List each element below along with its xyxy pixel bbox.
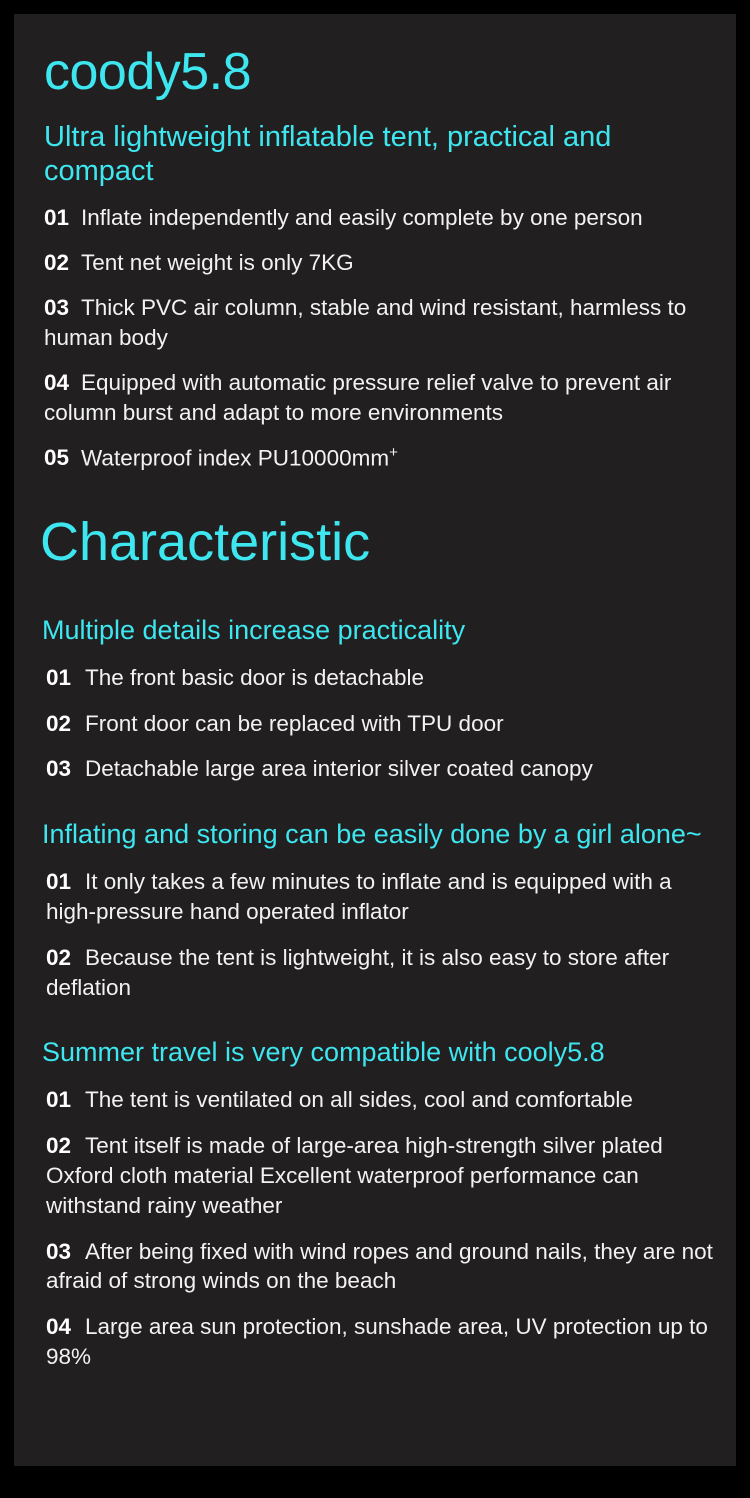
section-title-characteristic: Characteristic bbox=[40, 512, 371, 573]
group-heading: Summer travel is very compatible with cooly5.8 bbox=[42, 1037, 605, 1068]
list-item-text: Large area sun protection, sunshade area, UV protection up to 98% bbox=[46, 1314, 708, 1370]
list-item-number: 05 bbox=[44, 445, 70, 471]
list-item-text: Inflate independently and easily complete by one person bbox=[81, 205, 643, 231]
list-item-text: Front door can be replaced with TPU door bbox=[85, 710, 504, 736]
list-item-text: Because the tent is lightweight, it is also easy to store after deflation bbox=[46, 944, 670, 1000]
group-list-0 bbox=[36, 663, 714, 785]
list-item-text: It only takes a few minutes to inflate and is equipped with a high-pressure hand operated inflator bbox=[46, 868, 672, 924]
brand-title: coody5.8 bbox=[44, 43, 252, 101]
list-item-number: 02 bbox=[44, 250, 70, 276]
list-item bbox=[36, 867, 714, 927]
list-item-number: 03 bbox=[46, 756, 72, 782]
list-item bbox=[36, 663, 714, 693]
intro-subtitle: Ultra lightweight inflatable tent, practical and compact bbox=[44, 121, 612, 188]
list-item-number: 01 bbox=[44, 205, 70, 231]
list-item bbox=[36, 443, 714, 473]
list-item-text: The tent is ventilated on all sides, cool and comfortable bbox=[85, 1086, 633, 1112]
list-item-number: 01 bbox=[46, 1086, 72, 1112]
list-item-text: Detachable large area interior silver coated canopy bbox=[85, 756, 593, 782]
list-item bbox=[36, 1237, 714, 1297]
list-item-text: Tent net weight is only 7KG bbox=[81, 250, 354, 276]
list-item-text: After being fixed with wind ropes and ground nails, they are not afraid of strong winds on the beach bbox=[46, 1238, 713, 1294]
list-item-number: 03 bbox=[46, 1238, 72, 1264]
group-list-1 bbox=[36, 867, 714, 1003]
list-item-number: 04 bbox=[46, 1314, 72, 1340]
list-item bbox=[36, 203, 714, 233]
group-list-2 bbox=[36, 1085, 714, 1372]
list-item bbox=[36, 1085, 714, 1115]
list-item-number: 01 bbox=[46, 664, 72, 690]
list-item-number: 02 bbox=[46, 710, 72, 736]
list-item-number: 03 bbox=[44, 295, 70, 321]
list-item-text: The front basic door is detachable bbox=[85, 664, 424, 690]
list-item bbox=[36, 248, 714, 278]
page-content bbox=[36, 43, 714, 1498]
list-item-text: Equipped with automatic pressure relief valve to prevent air column burst and adapt to more environments bbox=[44, 370, 672, 426]
list-item bbox=[36, 943, 714, 1003]
superscript-plus: + bbox=[389, 443, 398, 461]
group-heading: Inflating and storing can be easily done by a girl alone~ bbox=[42, 819, 702, 850]
intro-feature-list bbox=[36, 203, 714, 473]
list-item-text: Thick PVC air column, stable and wind resistant, harmless to human body bbox=[44, 295, 687, 351]
list-item bbox=[36, 709, 714, 739]
list-item-number: 02 bbox=[46, 1132, 72, 1158]
list-item-text: Waterproof index PU10000mm bbox=[81, 445, 390, 471]
list-item bbox=[36, 1131, 714, 1221]
list-item bbox=[36, 754, 714, 784]
list-item bbox=[36, 1312, 714, 1372]
list-item-number: 01 bbox=[46, 868, 72, 894]
list-item-text: Tent itself is made of large-area high-strength silver plated Oxford cloth material Excellent waterproof performance can withstand rainy weather bbox=[46, 1132, 663, 1218]
group-heading: Multiple details increase practicality bbox=[42, 615, 466, 646]
list-item bbox=[36, 293, 714, 353]
list-item-number: 04 bbox=[44, 370, 70, 396]
list-item bbox=[36, 368, 714, 428]
list-item-number: 02 bbox=[46, 944, 72, 970]
